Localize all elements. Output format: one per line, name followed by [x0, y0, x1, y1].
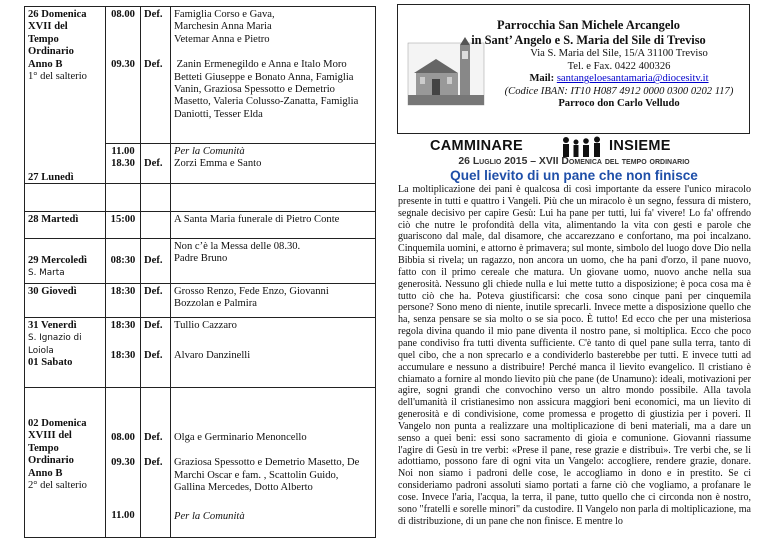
parish-title: Parrocchia San Michele Arcangelo in Sant’ Angelo e S. Maria del Sile di Treviso — [471, 18, 706, 47]
def-cell: Def. Def. — [141, 7, 171, 144]
intention-cell: Tullio Cazzaro Alvaro Danzinelli — [171, 318, 376, 388]
time-cell: 08.00 09.30 11.00 — [106, 388, 141, 538]
time-cell: 15:00 — [106, 212, 141, 239]
day-cell: 27 Lunedì — [25, 184, 106, 212]
intention-cell: Famiglia Corso e Gava, Marchesin Anna Maria Vetemar Anna e Pietro Zanin Ermenegildo e Anna e Italo Moro Betteti Giuseppe e Bonato Anna, Famiglia Vanin, Graziosa Spessotto e Demetrio Masetto, Valeria Colusso-Zanatta, Famiglia Daniotti, Tesser Elda — [171, 7, 376, 144]
time-cell: 08:30 — [106, 239, 141, 284]
day-cell: 31 Venerdì S. Ignazio di Loiola 01 Sabato — [25, 318, 106, 388]
day-cell: 02 Domenica XVIII del Tempo Ordinario Anno B 2° del salterio — [25, 388, 106, 538]
mass-schedule-table — [24, 6, 376, 538]
time-cell: 11.00 18.30 — [106, 144, 141, 184]
intention-cell: Per la Comunità Zorzi Emma e Santo — [171, 144, 376, 184]
intention-cell: A Santa Maria funerale di Pietro Conte — [171, 212, 376, 239]
time-cell: 18:30 — [106, 284, 141, 318]
email-link[interactable]: santangeloesantamaria@diocesitv.it — [556, 73, 709, 85]
time-cell: 08.00 09.30 — [106, 7, 141, 144]
def-cell: Def. — [141, 239, 171, 284]
intention-cell: Grosso Renzo, Fede Enzo, Giovanni Bozzolan e Palmira — [171, 284, 376, 318]
def-cell: Def. — [141, 144, 171, 184]
day-cell: 30 Giovedì — [25, 284, 106, 318]
intention-cell: Non c’è la Messa delle 08.30. Padre Bruno — [171, 239, 376, 284]
family-icon — [560, 136, 604, 158]
day-cell: 29 Mercoledì S. Marta — [25, 239, 106, 284]
article-body: La moltiplicazione dei pani è qualcosa di così importante da essere l'unico miracolo presente in tutti e quattro i Vangeli. Più che un miracolo è un segno, fessura di mistero, segnale decisivo per capire Gesù: Lui ha pane per tutti, lui fa' vivere! Lo fa' offrendo ciò che nutre le profondità della vita, alimentando la vita con gesti e parole che guariscono dal male, dal disamore, che accarezzano e confortano, ma poi incalzano. Cinquemila uomini, e attorno è primavera; sul monte, simbolo del luogo dove Dio nella Bibbia si rivela; un ragazzo, non ancora un uomo, che ha pani d'orzo, il pane nuovo, fatto con il primo cereale che matura. Un giovane uomo, nuovo anche nella sua generosità. Nessuno gli chiede nulla e lui mette tutto a disposizione; è poca cosa ma è tutto ciò che ha. Poteva giustificarsi: che cosa sono cinque pani per cinquemila persone? Sono meno di niente, inutile sprecarli. Invece mette a disposizione quello che ha, senza pensare se sia molto o se sia poco. È tutto! Ed ecco che per una misteriosa regola divina quando il mio pane diventa il nostro pane, si moltiplica. Ecco che poco pane condiviso fra tutti diventa sufficiente. C'è tanto di quel pane sulla terra, tanto di quel cibo, che a non sprecarlo e a condividerlo basterebbe per tutti. E invece tutti ad accumulare e nessuno a distribuire! Perché manca il lievito evangelico. Il cristiano è chiamato a fornire al mondo lievito più che pane (de Unamuno): ideali, motivazioni per agire, sogni grandi che convochino verso un altro mondo possibile. Alla tavola dell'umanità il cristianesimo non assicura maggiori beni economici, ma un lievito di generosità e di condivisione, come promessa e progetto di giustizia per i poveri. Il Vangelo non punta a realizzare una moltiplicazione di beni materiali, ma a dare un senso a quei beni: essi sono sacramento di gioia e comunione. Giovanni riassume l'agire di Gesù in tre verbi: «Prese il pane, rese grazie e distribuì». Tre verbi che, se li adottiamo, possono fare di ogni vita un Vangelo: accogliere, rendere grazie, donare. Noi non siamo i padroni delle cose, le accogliamo in dono e in prestito. Se ci consideriamo padroni assoluti siamo portati a farne ciò che vogliamo, a profanare le cose. Invece l'aria, l'acqua, la terra, il pane, tutto quello che ci circonda non è nostro, sono "fratelli e sorelle minori" da custodire. Il Vangelo non parla di moltiplicazione, ma di distribuzione, di un pane che non finisce. E mentre lo — [398, 184, 751, 527]
day-cell: 26 Domenica XVII del Tempo Ordinario Anno B 1° del salterio — [25, 7, 106, 184]
def-cell: Def. — [141, 284, 171, 318]
parish-header — [397, 4, 750, 134]
article-title: Quel lievito di un pane che non finisce — [450, 168, 698, 183]
day-cell: 28 Martedì — [25, 212, 106, 239]
def-cell: Def. Def. — [141, 318, 171, 388]
parish-contacts: Via S. Maria del Sile, 15/A 31100 Treviso Tel. e Fax. 0422 400326 Mail: santangeloesantamaria@diocesitv.it (Codice IBAN: IT10 H087 4912 0000 0300 0202 117) Parroco don Carlo Velludo — [504, 48, 734, 110]
camminare-insieme-banner: CAMMINARE INSIEME — [414, 136, 750, 160]
intention-cell: Olga e Germinario Menoncello Graziosa Spessotto e Demetrio Masetto, De Marchi Oscar e fam. , Scattolin Guido, Gallina Mercedes, Dotto Alberto Per la Comunità — [171, 388, 376, 538]
time-cell: 18:30 18:30 — [106, 318, 141, 388]
liturgical-date: 26 Luglio 2015 – XVII Domenica del tempo ordinario — [458, 156, 690, 167]
def-cell: Def. Def. — [141, 388, 171, 538]
